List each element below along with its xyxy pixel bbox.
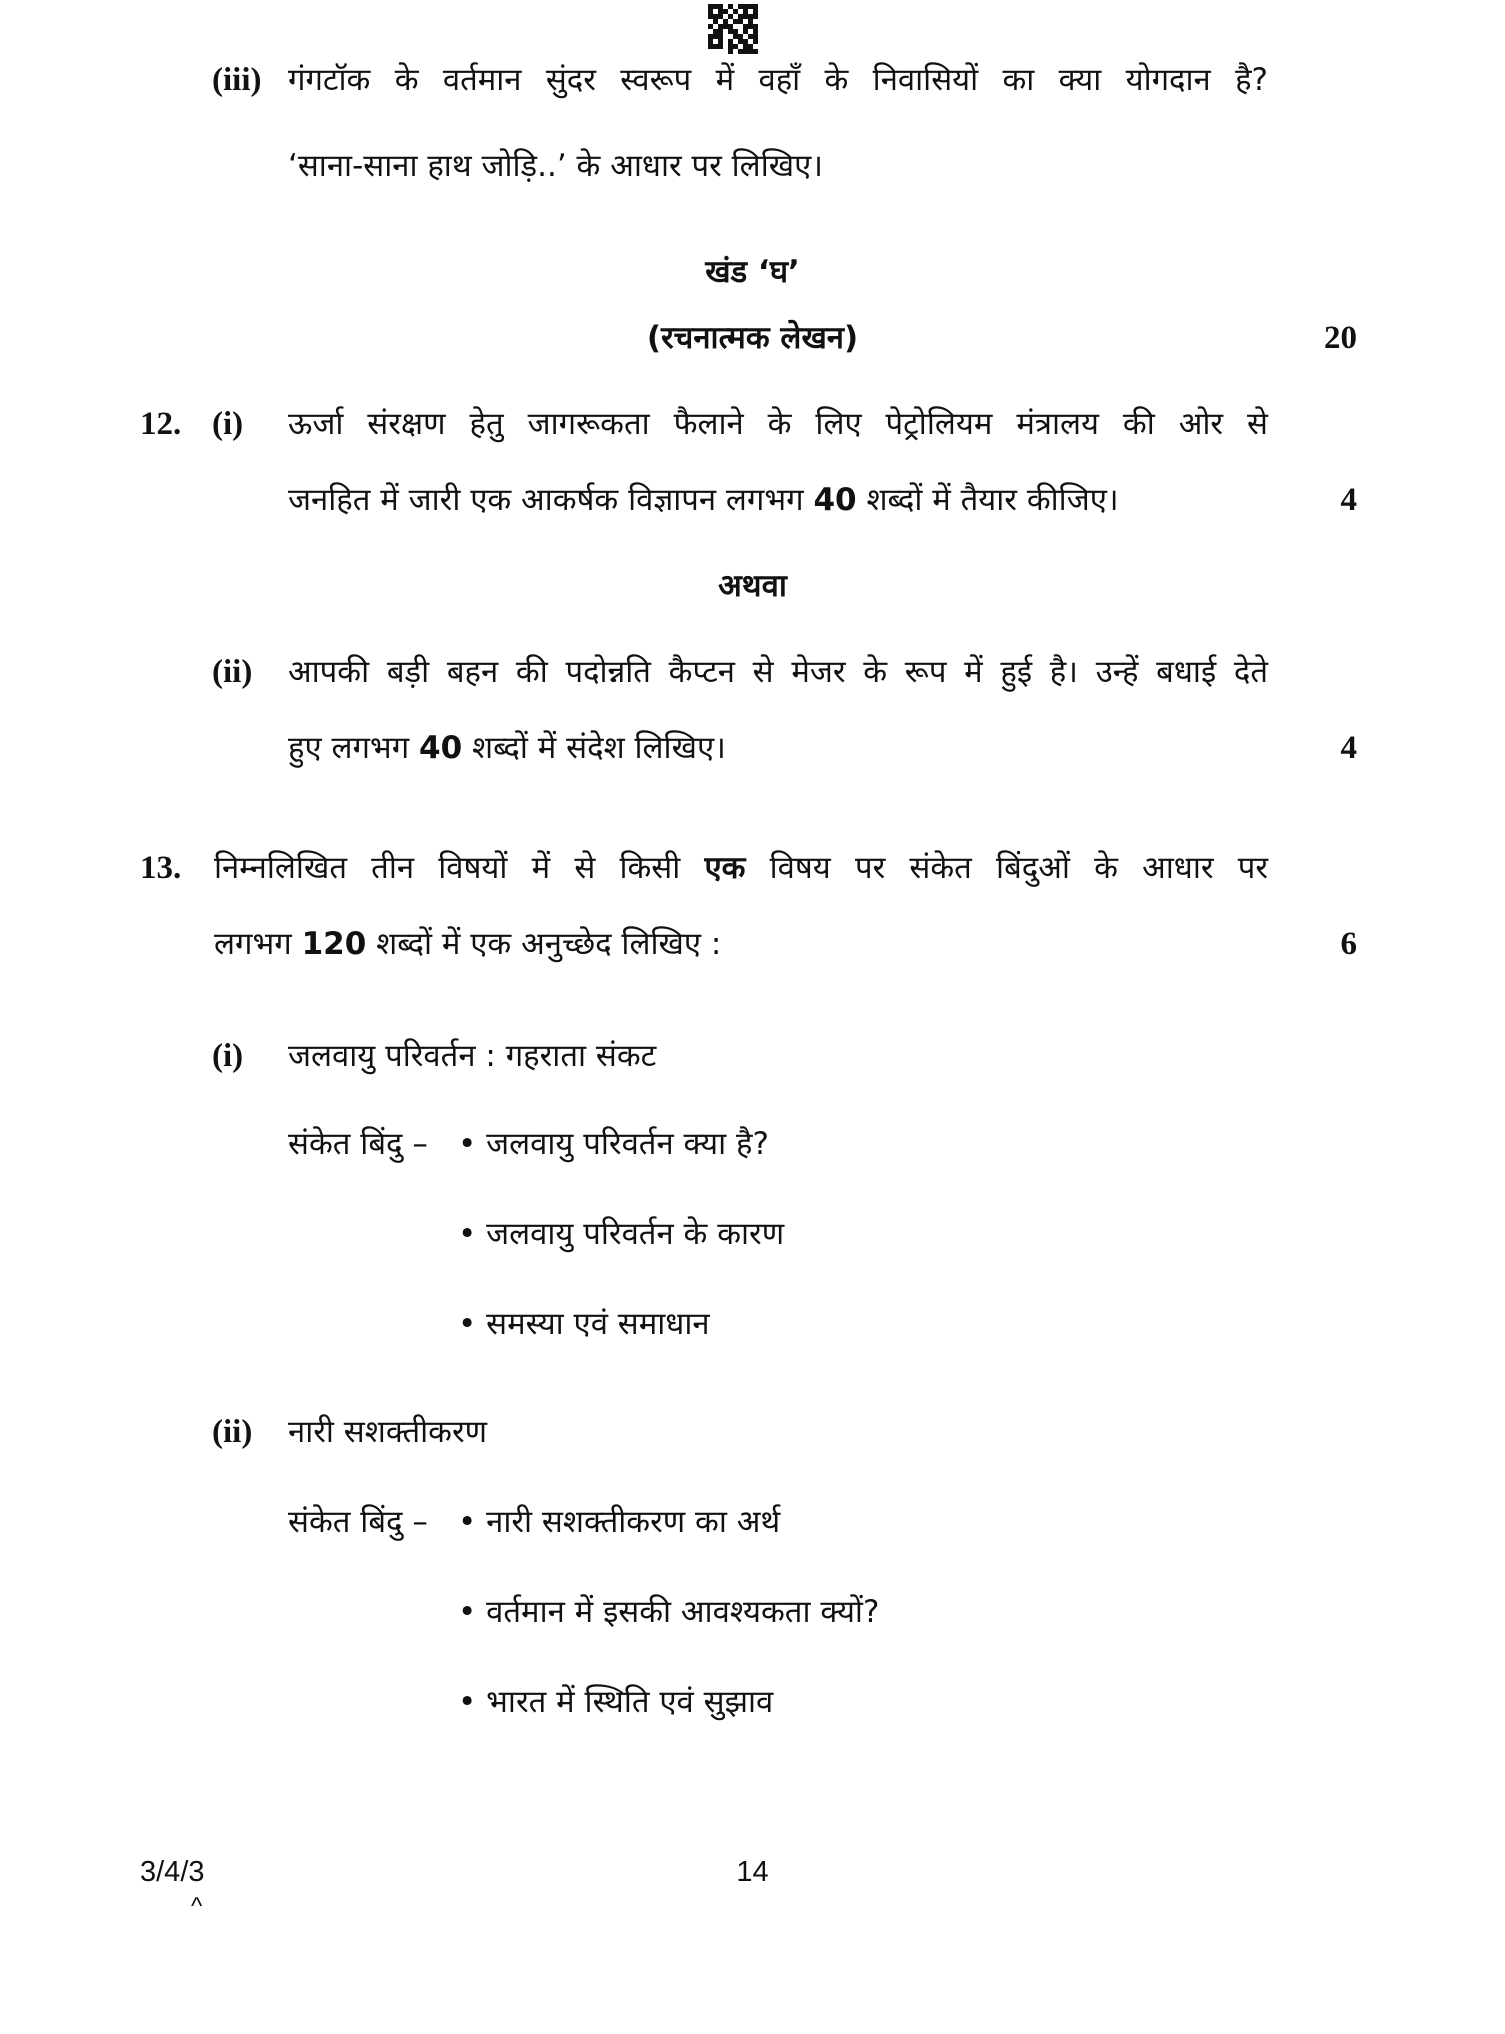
question-marks: 6 [1340, 926, 1357, 962]
question-label: (iii) [212, 62, 262, 98]
text-segment: शब्दों में एक अनुच्छेद लिखिए : [366, 926, 722, 962]
hint-point: • वर्तमान में इसकी आवश्यकता क्यों? [458, 1594, 880, 1630]
question-text: ‘साना-साना हाथ जोड़ि..’ के आधार पर लिखिए। [288, 148, 823, 184]
topic-title: जलवायु परिवर्तन : गहराता संकट [288, 1038, 657, 1074]
question-text: आपकी बड़ी बहन की पदोन्नति कैप्टन से मेजर के रूप में हुई है। उन्हें बधाई देते [288, 654, 1268, 690]
question-number: 13. [140, 850, 182, 886]
paper-code: 3/4/3 [140, 1856, 205, 1888]
question-text [288, 480, 1119, 520]
text-segment: हुए लगभग [288, 730, 420, 766]
qr-code-icon [708, 4, 758, 54]
caret-mark: ^ [191, 1893, 203, 1920]
topic-label: (ii) [212, 1414, 253, 1450]
section-title: खंड ‘घ’ [705, 254, 800, 290]
emphasis-text: एक [704, 850, 746, 886]
question-marks: 4 [1340, 730, 1357, 766]
question-part-label: (ii) [212, 654, 253, 690]
section-subtitle: (रचनात्मक लेखन) [646, 320, 859, 356]
question-text [214, 924, 721, 964]
question-text [288, 728, 726, 768]
question-text: ऊर्जा संरक्षण हेतु जागरूकता फैलाने के लिए पेट्रोलियम मंत्रालय की ओर से [288, 406, 1268, 442]
text-segment: शब्दों में तैयार कीजिए। [856, 482, 1119, 518]
text-segment: शब्दों में संदेश लिखिए। [462, 730, 726, 766]
question-part-label: (i) [212, 406, 244, 442]
hint-label: संकेत बिंदु – [288, 1504, 428, 1540]
question-text [214, 848, 1268, 888]
hint-point: • भारत में स्थिति एवं सुझाव [458, 1684, 774, 1720]
text-segment: जनहित में जारी एक आकर्षक विज्ञापन लगभग [288, 482, 814, 518]
text-segment: निम्नलिखित तीन विषयों में से किसी [214, 850, 705, 886]
or-separator: अथवा [718, 568, 787, 604]
hint-point: • जलवायु परिवर्तन क्या है? [458, 1126, 769, 1162]
hint-point: • जलवायु परिवर्तन के कारण [458, 1216, 785, 1252]
hint-point: • नारी सशक्तीकरण का अर्थ [458, 1504, 781, 1540]
word-count: 40 [419, 730, 463, 766]
section-marks: 20 [1324, 320, 1357, 356]
topic-title: नारी सशक्तीकरण [288, 1414, 488, 1450]
hint-label: संकेत बिंदु – [288, 1126, 428, 1162]
text-segment: विषय पर संकेत बिंदुओं के आधार पर [745, 850, 1268, 886]
topic-label: (i) [212, 1038, 244, 1074]
question-text: गंगटॉक के वर्तमान सुंदर स्वरूप में वहाँ के निवासियों का क्या योगदान है? [288, 62, 1268, 98]
word-count: 40 [813, 482, 857, 518]
text-segment: लगभग [214, 926, 302, 962]
page-number: 14 [736, 1856, 769, 1888]
question-marks: 4 [1340, 482, 1357, 518]
word-count: 120 [301, 926, 367, 962]
question-number: 12. [140, 406, 182, 442]
hint-point: • समस्या एवं समाधान [458, 1306, 710, 1342]
